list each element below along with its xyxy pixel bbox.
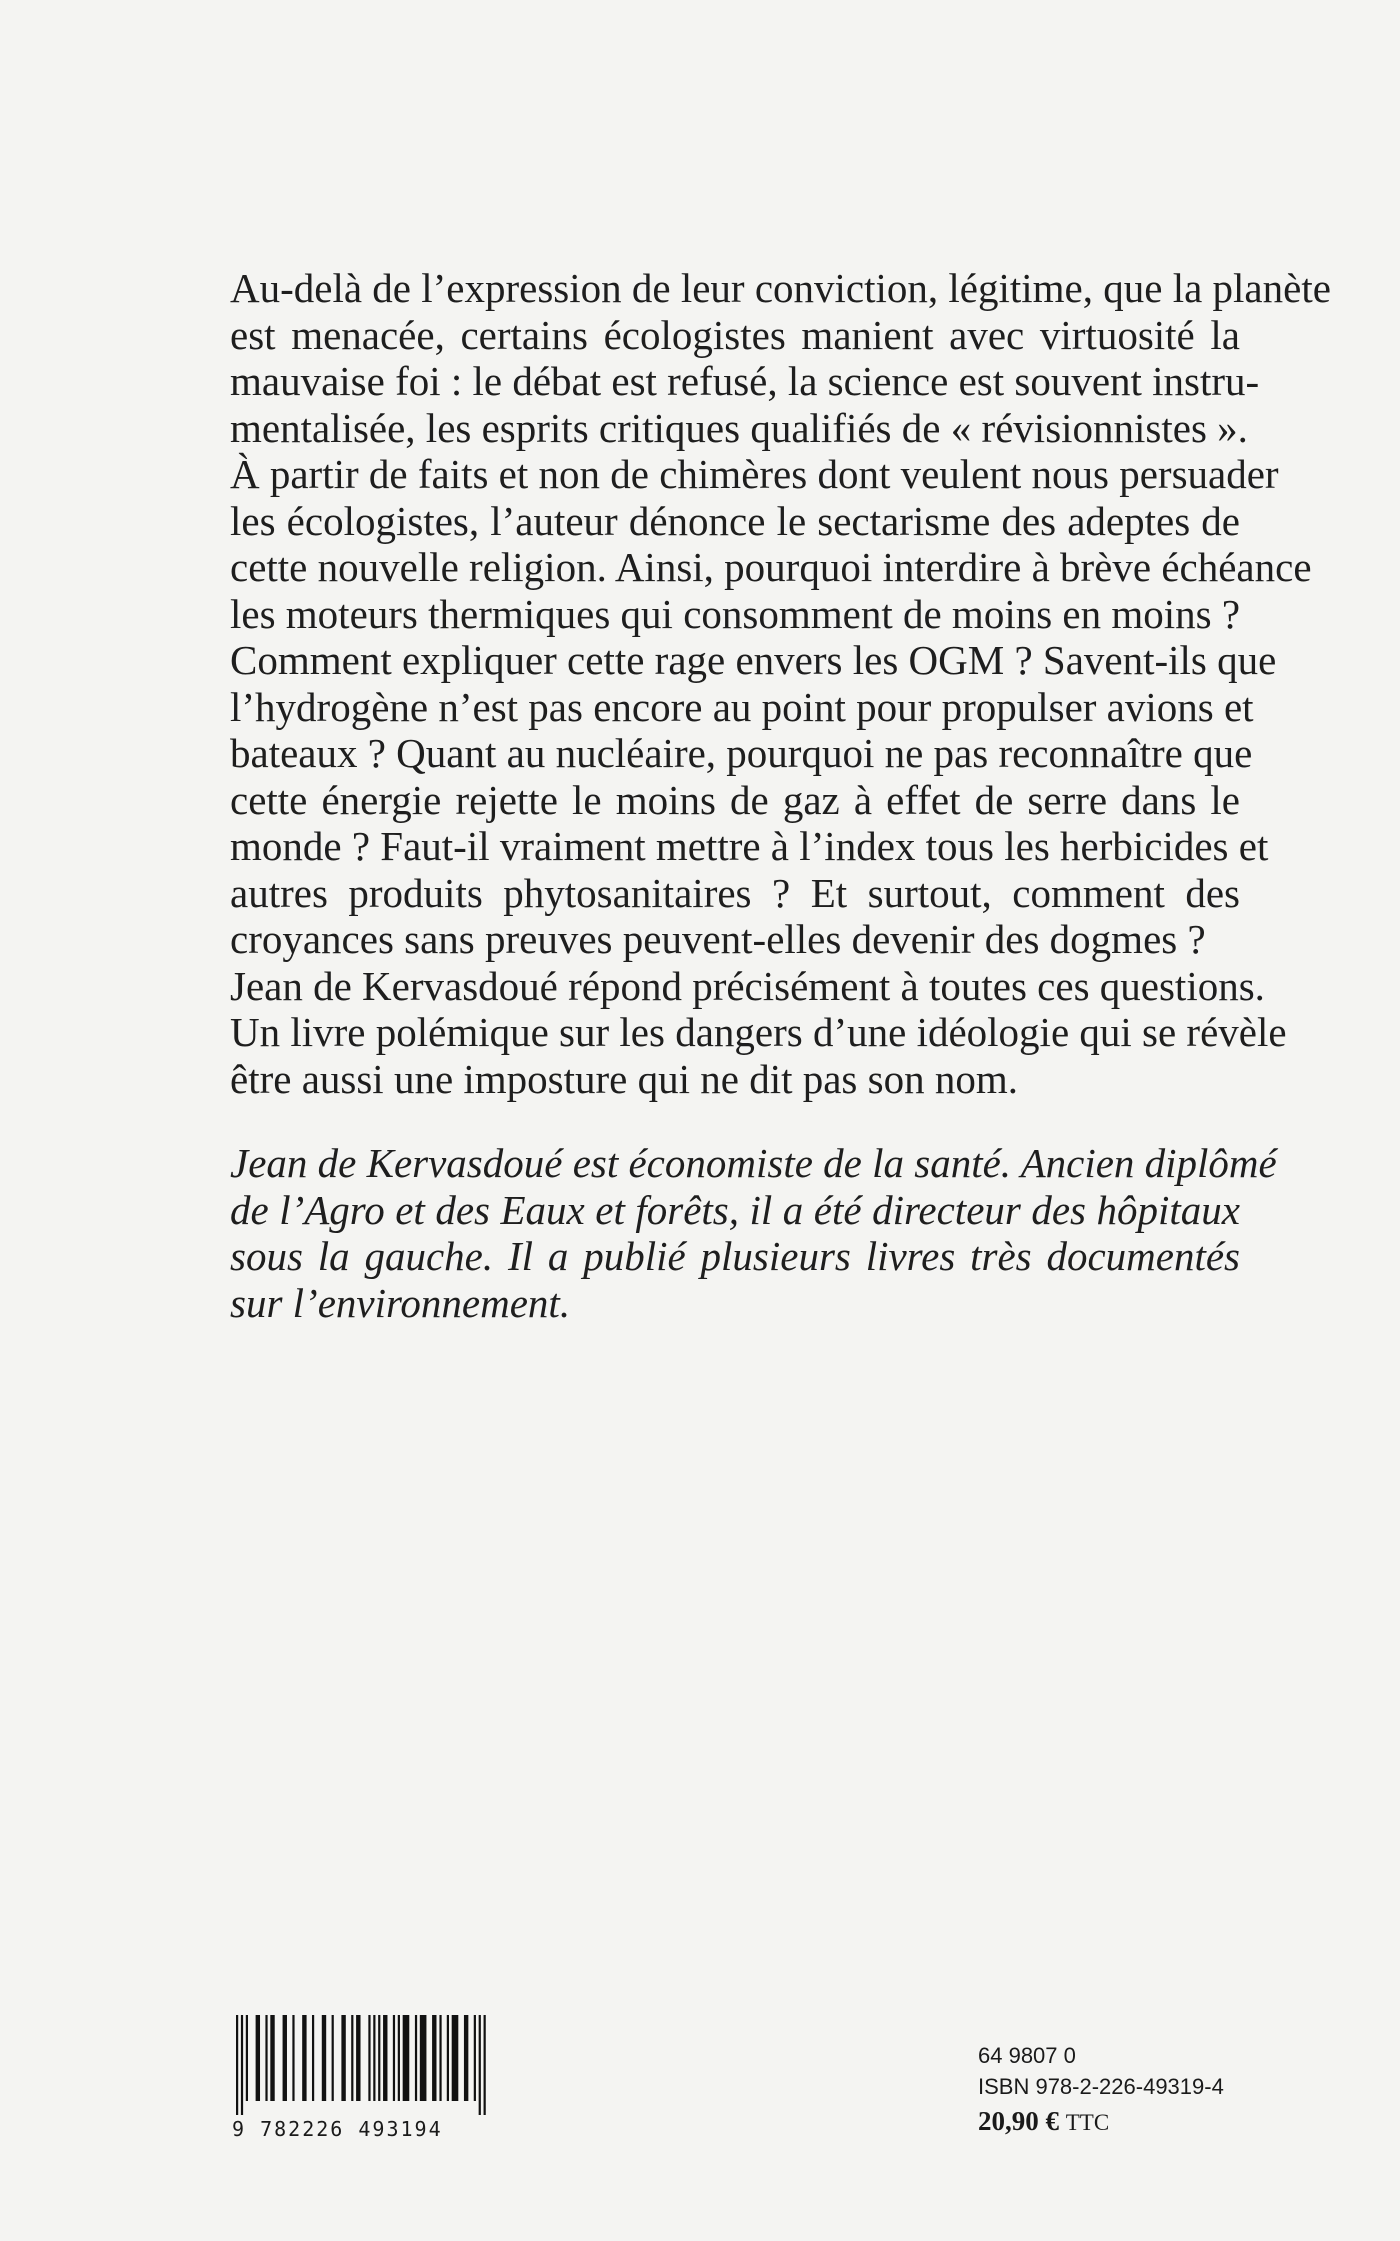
barcode-bar bbox=[246, 2015, 248, 2101]
barcode-bar bbox=[351, 2015, 353, 2101]
description-line: Un livre polémique sur les dangers d’une idéologie qui se révèle bbox=[230, 1009, 1287, 1055]
description-line: les écologistes, l’auteur dénonce le sectarisme des adeptes de bbox=[230, 497, 1240, 544]
barcode-bar bbox=[265, 2015, 267, 2101]
barcode-bar bbox=[484, 2015, 486, 2115]
barcode-bar bbox=[464, 2015, 468, 2101]
isbn-barcode bbox=[232, 2015, 492, 2141]
barcode-bar bbox=[283, 2015, 287, 2101]
description-line: Jean de Kervasdoué répond précisément à toutes ces questions. bbox=[230, 962, 1265, 1009]
isbn-number: ISBN 978-2-226-49319-4 bbox=[978, 2074, 1224, 2099]
barcode-bar bbox=[368, 2015, 370, 2101]
barcode-bar bbox=[479, 2015, 481, 2115]
barcode-bar bbox=[241, 2015, 243, 2115]
barcode-bar bbox=[256, 2015, 260, 2101]
barcode-bar bbox=[420, 2015, 427, 2101]
description-line: bateaux ? Quant au nucléaire, pourquoi ne pas reconnaître que bbox=[230, 730, 1253, 776]
barcode-bar bbox=[292, 2015, 294, 2101]
description-line: À partir de faits et non de chimères dont veulent nous persuader bbox=[230, 451, 1279, 497]
description-line: être aussi une imposture qui ne dit pas son nom. bbox=[230, 1055, 1018, 1102]
bio-line: sous la gauche. Il a publié plusieurs livres très documentés bbox=[230, 1233, 1240, 1279]
barcode-bar bbox=[383, 2015, 387, 2101]
description-line: monde ? Faut-il vraiment mettre à l’index tous les herbicides et bbox=[230, 823, 1269, 869]
barcode-bar bbox=[403, 2015, 410, 2101]
price-amount: 20,90 € bbox=[978, 2106, 1059, 2136]
bio-line: sur l’environnement. bbox=[230, 1279, 571, 1326]
barcode-bar bbox=[432, 2015, 436, 2101]
barcode-bar bbox=[393, 2015, 395, 2101]
description-line: cette nouvelle religion. Ainsi, pourquoi interdire à brève échéance bbox=[230, 544, 1312, 590]
description-line: est menacée, certains écologistes manient avec virtuosité la bbox=[230, 311, 1240, 358]
barcode-bar bbox=[447, 2015, 449, 2101]
description-line: mauvaise foi : le débat est refusé, la science est souvent instru- bbox=[230, 358, 1260, 404]
barcode-bars bbox=[232, 2015, 492, 2115]
barcode-bar bbox=[373, 2015, 375, 2101]
barcode-bar bbox=[322, 2015, 326, 2101]
price-tax-label: TTC bbox=[1065, 2110, 1110, 2135]
barcode-bar bbox=[270, 2015, 274, 2101]
internal-code: 64 9807 0 bbox=[978, 2043, 1076, 2068]
description-line: Au-delà de l’expression de leur conviction, légitime, que la planète bbox=[230, 265, 1331, 311]
description-line: les moteurs thermiques qui consomment de moins en moins ? bbox=[230, 590, 1241, 637]
description-line: Comment expliquer cette rage envers les OGM ? Savent-ils que bbox=[230, 637, 1277, 683]
barcode-digits: 9 782226 493194 bbox=[232, 2117, 443, 2141]
bio-line: Jean de Kervasdoué est économiste de la santé. Ancien diplômé bbox=[230, 1140, 1277, 1186]
description bbox=[230, 265, 1331, 1102]
barcode-bar bbox=[398, 2015, 400, 2101]
barcode-bar bbox=[378, 2015, 380, 2101]
barcode-bar bbox=[356, 2015, 360, 2101]
barcode-bar bbox=[341, 2015, 345, 2101]
description-line: autres produits phytosanitaires ? Et surtout, comment des bbox=[230, 869, 1240, 916]
bio-line: de l’Agro et des Eaux et forêts, il a été directeur des hôpitaux bbox=[230, 1186, 1240, 1233]
barcode-bar bbox=[302, 2015, 306, 2101]
barcode-bar bbox=[312, 2015, 314, 2101]
barcode-bar bbox=[474, 2015, 476, 2101]
barcode-bar bbox=[452, 2015, 459, 2101]
description-line: mentalisée, les esprits critiques qualifiés de « révisionnistes ». bbox=[230, 404, 1248, 451]
barcode-bar bbox=[332, 2015, 334, 2101]
description-line: croyances sans preuves peuvent-elles devenir des dogmes ? bbox=[230, 916, 1206, 962]
back-cover-text bbox=[230, 265, 1331, 1326]
description-line: cette énergie rejette le moins de gaz à effet de serre dans le bbox=[230, 776, 1240, 823]
barcode-bar bbox=[236, 2015, 238, 2115]
price-info bbox=[978, 2040, 1238, 2142]
barcode-bar bbox=[439, 2015, 441, 2101]
author-bio bbox=[230, 1140, 1277, 1326]
barcode-bar bbox=[415, 2015, 417, 2101]
price-line bbox=[978, 2102, 1238, 2142]
description-line: l’hydrogène n’est pas encore au point pour propulser avions et bbox=[230, 683, 1254, 730]
